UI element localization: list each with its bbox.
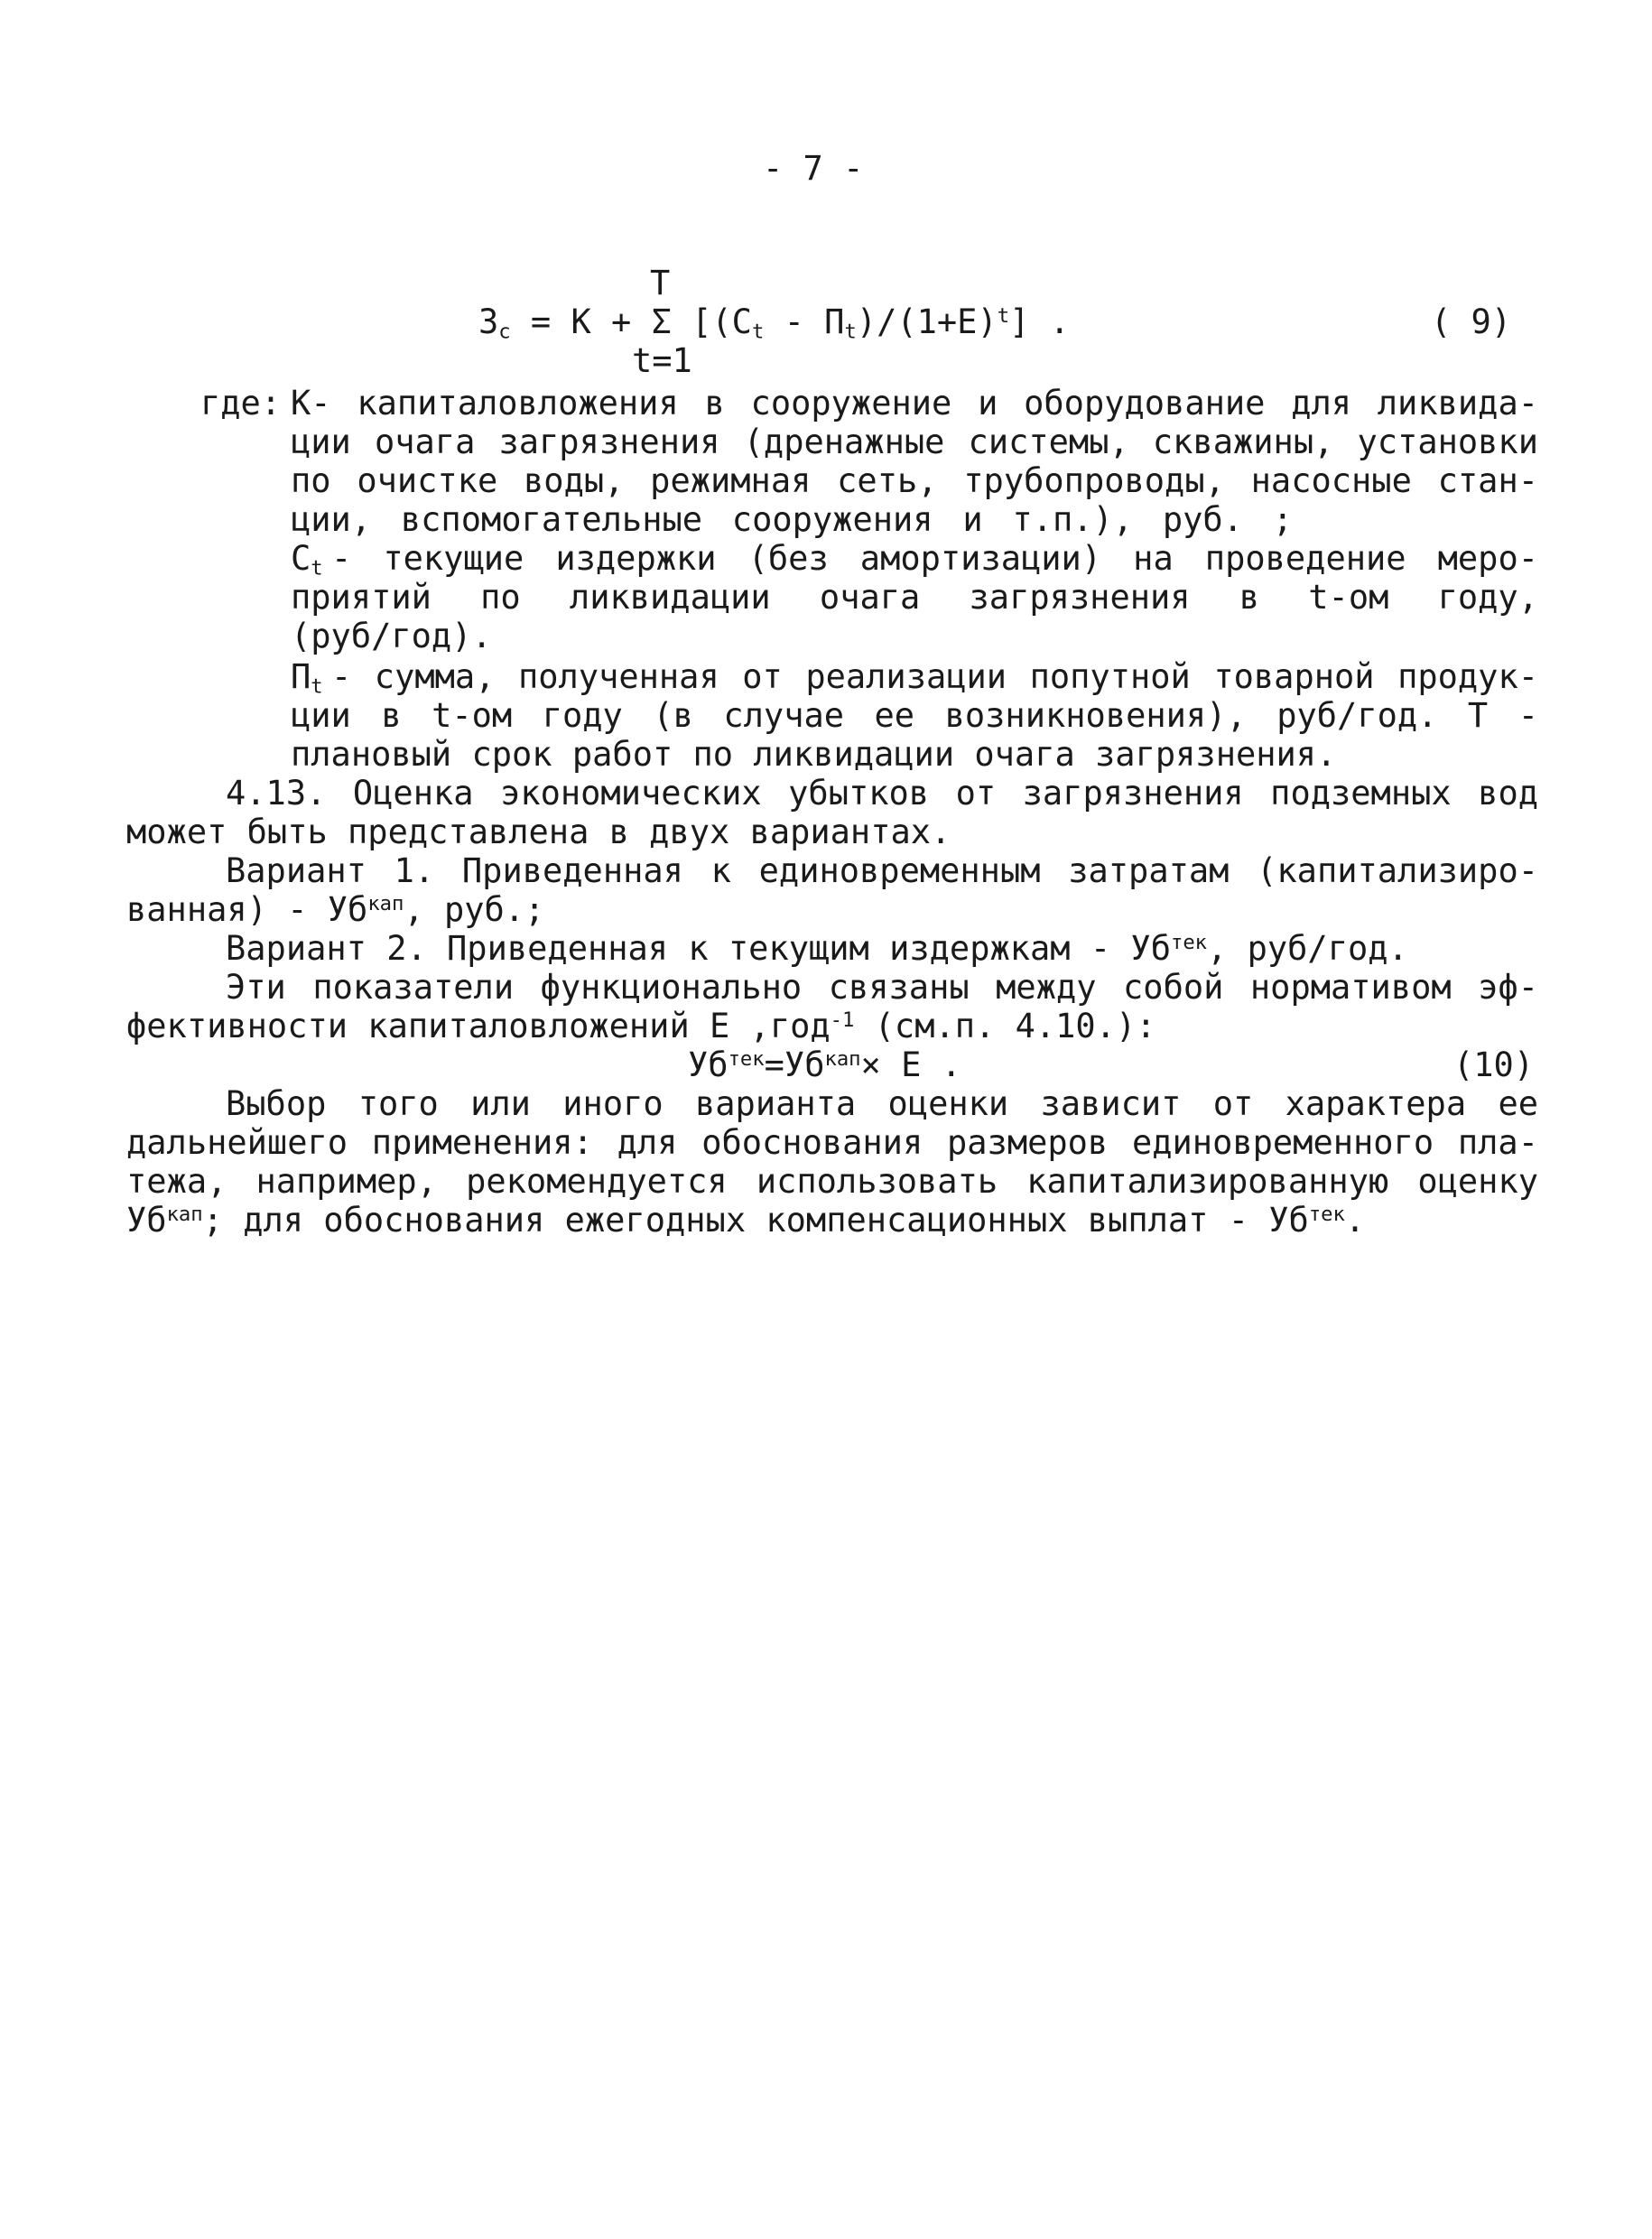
pt-symbol: $П_t$ — [291, 657, 323, 699]
paragraph-line: Выбор того или иного варианта оценки зависит от характера ее — [226, 1084, 1538, 1123]
formula-10-expression: $Уб^{тек}=Уб^{кап}\times E$ . — [688, 1045, 961, 1084]
formula-9-number: ( 9) — [1431, 302, 1512, 341]
variant-2: Вариант 2. Приведенная к текущим издержкам - $Уб^{тек}$, руб/год. — [226, 929, 1408, 968]
k-definition-line: по очистке воды, режимная сеть, трубопроводы, насосные стан- — [291, 461, 1538, 500]
ct-definition-line: приятий по ликвидации очага загрязнения в t-ом году, — [291, 578, 1538, 617]
page-number: - 7 - — [763, 149, 864, 188]
paragraph-line: 4.13. Оценка экономических убытков от загрязнения подземных вод — [226, 774, 1538, 813]
pt-definition-line: ции в t-ом году (в случае ее возникновения), руб/год. T - — [291, 696, 1538, 735]
sum-upper-limit: T — [650, 264, 671, 302]
paragraph-line: $Уб^{кап}$; для обоснования ежегодных компенсационных выплат - $Уб^{тек}$. — [126, 1201, 1366, 1240]
ct-definition-line: - текущие издержки (без амортизации) на проведение меро- — [331, 539, 1538, 578]
where-label: где: — [200, 384, 282, 423]
pt-definition-line: - сумма, полученная от реализации попутной товарной продук- — [331, 657, 1538, 696]
paragraph-line: тежа, например, рекомендуется использовать капитализированную оценку — [126, 1162, 1538, 1201]
ct-definition-line: (руб/год). — [291, 617, 492, 655]
sum-lower-limit: t=1 — [632, 341, 692, 380]
paragraph-line: дальнейшего применения: для обоснования размеров единовременного пла- — [126, 1123, 1538, 1162]
formula-9-expression: $З_c = K + \Sigma$ $[(C_t - П_t)/(1+E)^t]$ . — [478, 302, 1070, 344]
pt-definition-line: плановый срок работ по ликвидации очага загрязнения. — [291, 735, 1337, 774]
k-definition-line: ции очага загрязнения (дренажные системы, скважины, установки — [291, 423, 1538, 461]
paragraph-line: Вариант 1. Приведенная к единовременным затратам (капитализиро- — [226, 851, 1538, 890]
paragraph-line: может быть представлена в двух вариантах. — [126, 813, 951, 851]
ct-symbol: $C_t$ — [291, 539, 323, 581]
paragraph-line: Эти показатели функционально связаны между собой нормативом эф- — [226, 968, 1538, 1007]
formula-10-number: (10) — [1453, 1045, 1535, 1084]
paragraph-line: фективности капиталовложений E ,год$^{-1}$ (см.п. 4.10.): — [126, 1007, 1156, 1045]
paragraph-line: ванная) - $Уб^{кап}$, руб.; — [126, 890, 545, 929]
k-definition-line: ции, вспомогательные сооружения и т.п.), руб. ; — [291, 500, 1293, 539]
k-definition-line: K- капиталовложения в сооружение и оборудование для ликвида- — [291, 384, 1538, 423]
